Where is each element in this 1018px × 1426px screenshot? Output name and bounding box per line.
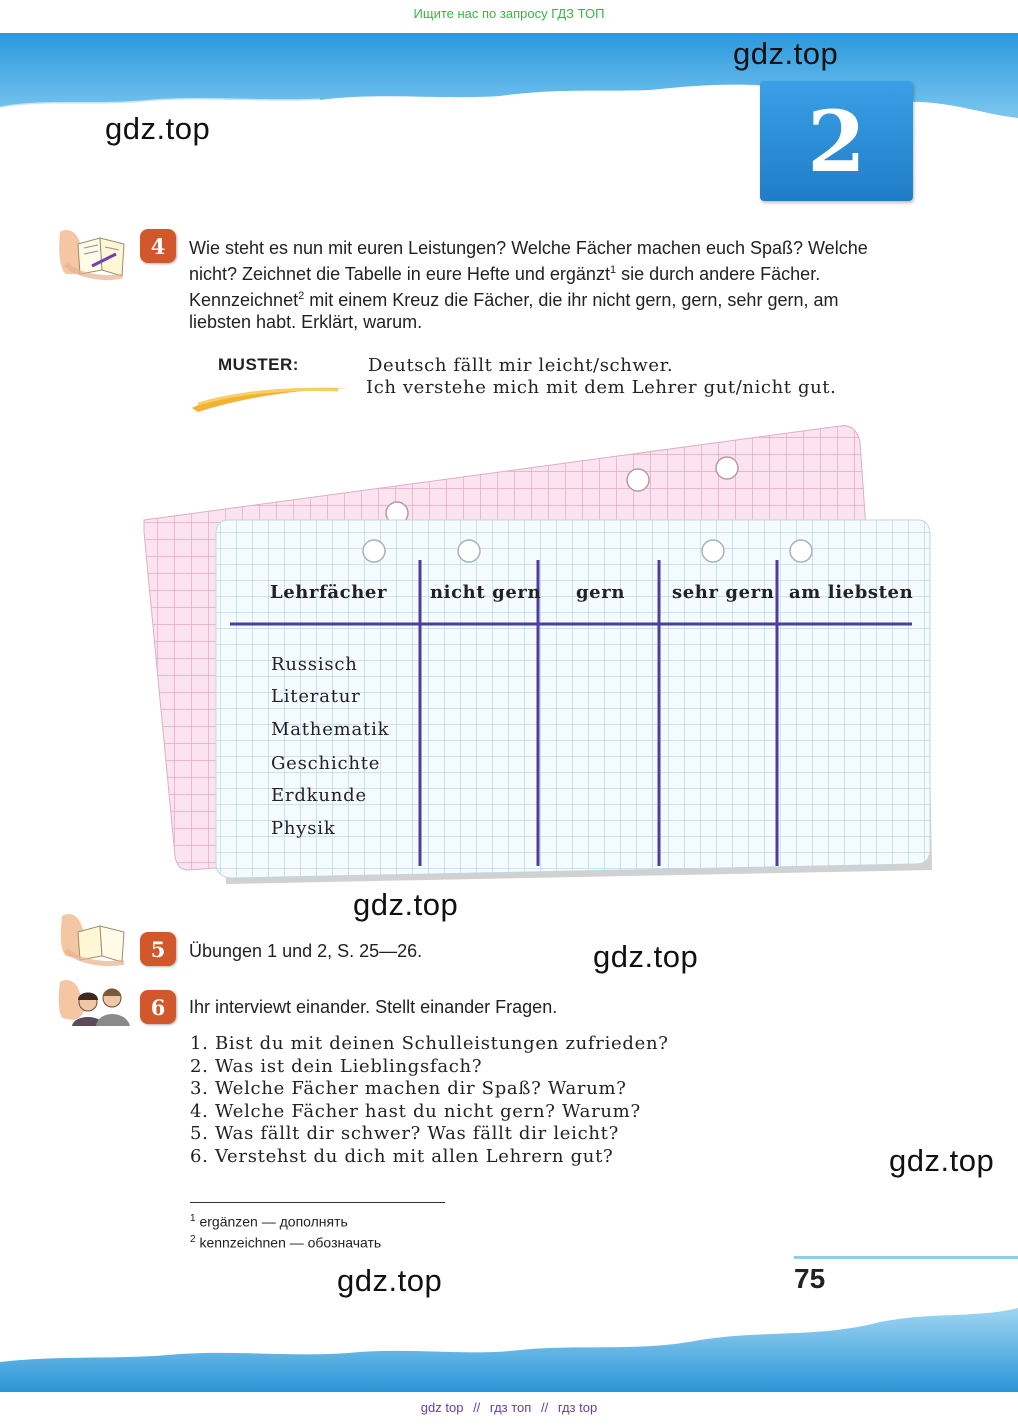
list-item: 6. Verstehst du dich mit allen Lehrern gut? [190, 1145, 614, 1167]
task-6-text: Ihr interviewt einander. Stellt einander Fragen. [189, 997, 558, 1017]
table-header-subjects: Lehrfächer [270, 582, 388, 603]
muster-brush-stroke [188, 378, 353, 414]
notebook-table-illustration [140, 420, 940, 890]
chapter-number-badge: 2 [760, 81, 913, 201]
footnote: $^1$ ergänzen — дополнять [190, 1213, 348, 1230]
table-header-sehr-gern: sehr gern [672, 582, 775, 603]
top-note[interactable]: Ищите нас по запросу ГДЗ ТОП [413, 6, 605, 21]
bottom-link[interactable]: гдз top [557, 1400, 598, 1415]
task-4-line: Kennzeichnet$^2$ mit einem Kreuz die Fächer, die ihr nicht gern, gern, sehr gern, am [189, 290, 839, 310]
footnote: $^2$ kennzeichnen — обозначать [190, 1233, 382, 1251]
open-book-icon [58, 910, 132, 968]
table-row-subject: Erdkunde [271, 785, 367, 806]
list-item: 1. Bist du mit deinen Schulleistungen zufrieden? [190, 1033, 669, 1054]
bottom-link[interactable]: гдз топ [489, 1400, 532, 1415]
table-header-gern: gern [576, 582, 626, 603]
bottom-note[interactable] [0, 1400, 1018, 1415]
list-item: 4. Welche Fächer hast du nicht gern? Warum? [190, 1100, 641, 1122]
task-5-number: 5 [140, 932, 176, 966]
list-item: 5. Was fällt dir schwer? Was fällt dir leicht? [190, 1123, 619, 1145]
table-row-subject: Mathematik [271, 719, 390, 740]
watermark: gdz.top [593, 939, 699, 974]
task-4-line: liebsten habt. Erklärt, warum. [189, 312, 423, 332]
task-4-line: Wie steht es nun mit euren Leistungen? Welche Fächer machen euch Spaß? Welche [189, 238, 868, 258]
watermark: gdz.top [105, 111, 211, 146]
table-row-subject: Literatur [271, 686, 361, 707]
page-number: 75 [794, 1263, 826, 1294]
muster-example-1: Deutsch fällt mir leicht/schwer. [368, 355, 674, 376]
bottom-link[interactable]: gdz top [420, 1400, 464, 1415]
list-item: 3. Welche Fächer machen dir Spaß? Warum? [190, 1078, 627, 1100]
watermark: gdz.top [353, 887, 459, 922]
watermark: gdz.top [889, 1143, 995, 1178]
separator: // [473, 1400, 481, 1415]
two-people-talking-icon [56, 976, 136, 1028]
task-4-text [189, 237, 935, 333]
task-4-line: nicht? Zeichnet die Tabelle in eure Hefte und ergänzt$^1$ sie durch andere Fächer. [189, 264, 821, 284]
task-6-number: 6 [140, 990, 176, 1024]
question-list [190, 1033, 669, 1169]
footnotes [190, 1210, 381, 1251]
table-row-subject: Geschichte [271, 753, 381, 774]
footnote-ref: 2 [298, 290, 305, 302]
task-5-text: Übungen 1 und 2, S. 25—26. [189, 941, 423, 961]
footnote-ref: 1 [609, 264, 617, 276]
muster-example-2: Ich verstehe mich mit dem Lehrer gut/nicht gut. [366, 377, 837, 398]
table-row-subject: Russisch [271, 654, 358, 675]
watermark: gdz.top [337, 1263, 443, 1298]
list-item: 2. Was ist dein Lieblingsfach? [190, 1055, 483, 1077]
muster-label: MUSTER: [218, 355, 299, 374]
separator: // [540, 1400, 549, 1415]
writing-book-icon [56, 224, 130, 282]
table-row-subject: Physik [271, 818, 336, 839]
page-number-rule [794, 1256, 1018, 1259]
watermark: gdz.top [733, 36, 839, 71]
task-4-number: 4 [140, 229, 176, 263]
footnote-divider [190, 1202, 445, 1203]
table-header-nicht-gern: nicht gern [430, 582, 542, 603]
table-header-am-liebsten: am liebsten [789, 582, 914, 603]
bottom-banner [0, 1300, 1018, 1395]
